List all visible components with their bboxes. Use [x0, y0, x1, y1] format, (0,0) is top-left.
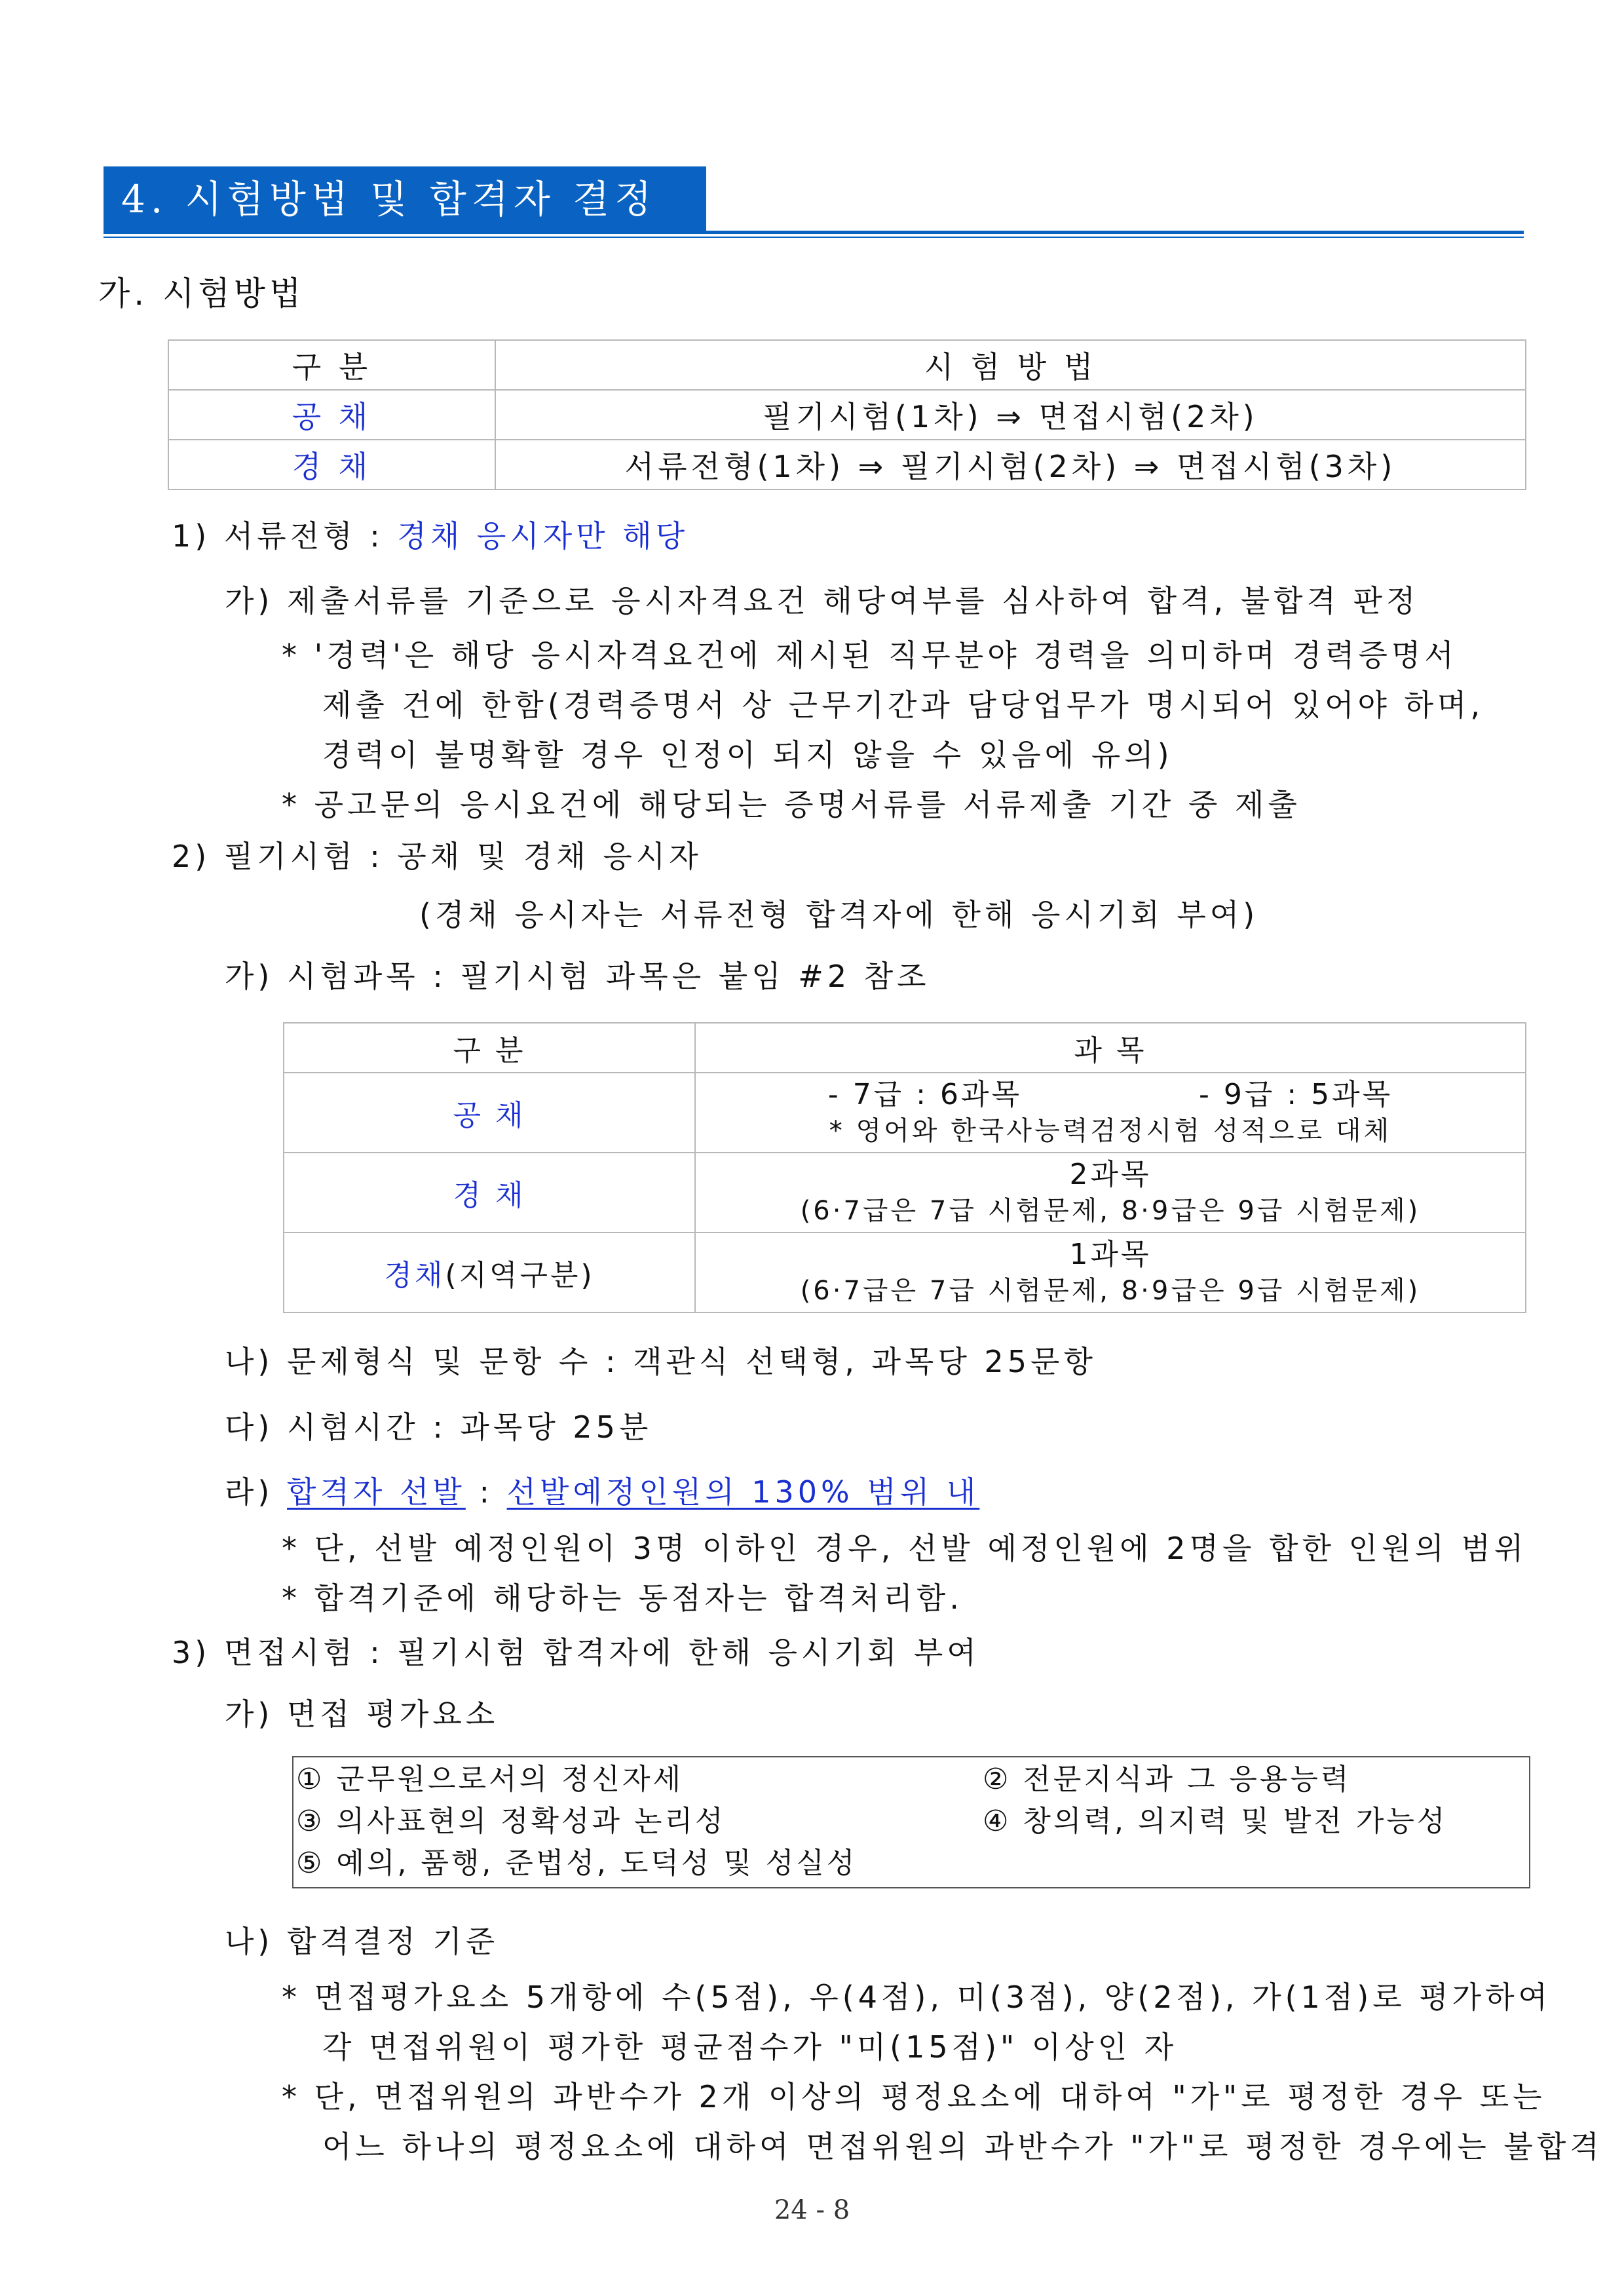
method-table-header-category: 구 분: [168, 340, 495, 390]
item2-heading: 2) 필기시험 : 공채 및 경채 응시자: [172, 839, 702, 874]
page-number: 24 - 8: [774, 2195, 850, 2225]
subject-row-category: 경 채: [284, 1153, 695, 1233]
item2-ra-note2: * 합격기준에 해당하는 동점자는 합격처리함.: [282, 1580, 963, 1616]
item2-ra-note1: * 단, 선발 예정인원이 3명 이하인 경우, 선발 예정인원에 2명을 합한 인원의 범위: [282, 1531, 1528, 1566]
section-title: 4. 시험방법 및 합격자 결정: [121, 177, 657, 221]
item2-na: 나) 문제형식 및 문항 수 : 객관식 선택형, 과목당 25문항: [225, 1344, 1097, 1379]
ra-link-selection: 합격자 선발: [287, 1474, 466, 1510]
item1-heading: 1) 서류전형 : 경채 응시자만 해당: [172, 518, 689, 554]
item3-heading: 3) 면접시험 : 필기시험 합격자에 한해 응시기회 부여: [172, 1635, 980, 1670]
method-row-category: 공 채: [168, 390, 495, 440]
eval-factor: ② 전문지식과 그 응용능력: [983, 1763, 1351, 1796]
item1-note1-line3: 경력이 불명확할 경우 인정이 되지 않을 수 있음에 유의): [322, 737, 1173, 773]
subject-row-category: 경채(지역구분): [284, 1233, 695, 1312]
item3-note1-line2: 각 면접위원이 평가한 평균점수가 "미(15점)" 이상인 자: [322, 2029, 1178, 2065]
method-row-method: 서류전형(1차) ⇒ 필기시험(2차) ⇒ 면접시험(3차): [495, 440, 1526, 489]
subsection-title: 가. 시험방법: [98, 275, 305, 313]
subject-row-detail: 1과목 (6·7급은 7급 시험문제, 8·9급은 9급 시험문제): [695, 1233, 1526, 1312]
method-table-header-method: 시 험 방 법: [495, 340, 1526, 390]
item3-note2-line2: 어느 하나의 평정요소에 대하여 면접위원의 과반수가 "가"로 평정한 경우에는 불합격: [322, 2129, 1603, 2164]
eval-factor: ⑤ 예의, 품행, 준법성, 도덕성 및 성실성: [296, 1846, 858, 1880]
subject-table-header-category: 구 분: [284, 1023, 695, 1073]
item2-subheading: (경채 응시자는 서류전형 합격자에 한해 응시기회 부여): [419, 897, 1259, 932]
ra-link-range: 선발예정인원의 130% 범위 내: [506, 1474, 980, 1510]
header-rule: [104, 231, 1524, 234]
subject-row-category: 공 채: [284, 1073, 695, 1153]
method-row-method: 필기시험(1차) ⇒ 면접시험(2차): [495, 390, 1526, 440]
item2-ga: 가) 시험과목 : 필기시험 과목은 붙임 #2 참조: [225, 959, 930, 994]
item3-note1-line1: * 면접평가요소 5개항에 수(5점), 우(4점), 미(3점), 양(2점), 가(1점)로 평가하여: [282, 1980, 1551, 2015]
eval-factor: ④ 창의력, 의지력 및 발전 가능성: [983, 1805, 1448, 1838]
method-row-category: 경 채: [168, 440, 495, 489]
item2-ra: 라) 합격자 선발 : 선발예정인원의 130% 범위 내: [225, 1474, 980, 1510]
item1-note2: * 공고문의 응시요건에 해당되는 증명서류를 서류제출 기간 중 제출: [282, 787, 1301, 822]
subject-row-detail: 2과목 (6·7급은 7급 시험문제, 8·9급은 9급 시험문제): [695, 1153, 1526, 1233]
subject-table: [283, 1022, 1526, 1313]
header-rule-thin: [104, 237, 1524, 238]
item2-da: 다) 시험시간 : 과목당 25분: [225, 1409, 652, 1445]
item1-note1-line2: 제출 건에 한함(경력증명서 상 근무기간과 담당업무가 명시되어 있어야 하며,: [322, 687, 1484, 723]
item3-na: 나) 합격결정 기준: [225, 1924, 499, 1959]
subject-table-header-subject: 과 목: [695, 1023, 1526, 1073]
eval-factor: ③ 의사표현의 정확성과 논리성: [296, 1805, 726, 1838]
eval-factor: ① 군무원으로서의 정신자세: [296, 1763, 683, 1796]
method-table: [168, 339, 1526, 490]
item1-note1-line1: * '경력'은 해당 응시자격요건에 제시된 직무분야 경력을 의미하며 경력증명서: [282, 638, 1458, 673]
item1-highlight: 경채 응시자만 해당: [397, 518, 689, 554]
item3-ga: 가) 면접 평가요소: [225, 1696, 499, 1732]
item1-ga: 가) 제출서류를 기준으로 응시자격요건 해당여부를 심사하여 합격, 불합격 판정: [225, 583, 1420, 619]
item3-note2-line1: * 단, 면접위원의 과반수가 2개 이상의 평정요소에 대하여 "가"로 평정한 경우 또는: [282, 2079, 1546, 2114]
subject-row-detail: - 7급 : 6과목 - 9급 : 5과목 * 영어와 한국사능력검정시험 성적으로 대체: [695, 1073, 1526, 1153]
